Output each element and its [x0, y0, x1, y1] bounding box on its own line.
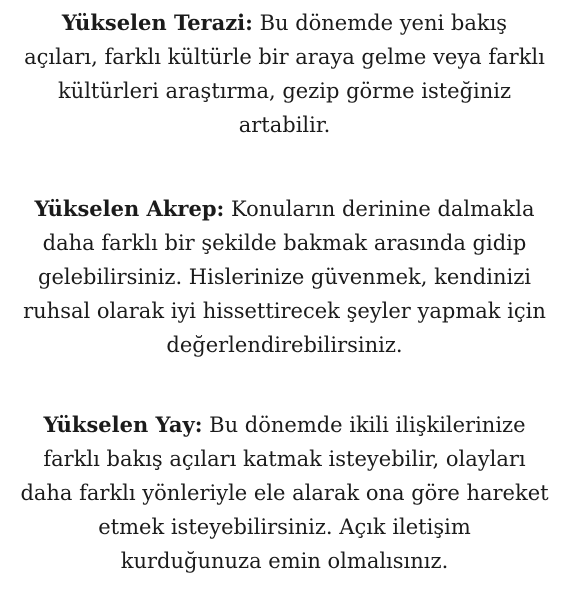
paragraph-heading: Yükselen Terazi:: [61, 10, 253, 35]
paragraph-line: değerlendirebilirsiniz.: [166, 333, 403, 357]
paragraph-line: [6, 6, 563, 40]
paragraph-line: [6, 192, 563, 226]
paragraph-text: Konuların derinine dalmakla: [224, 197, 535, 221]
paragraph-heading: Yükselen Akrep:: [34, 196, 225, 221]
paragraph-line: daha farklı bir şekilde bakmak arasında gidip: [42, 231, 527, 255]
paragraph-yukselen-yay: [6, 408, 563, 578]
paragraph-heading: Yükselen Yay:: [43, 412, 203, 437]
paragraph-line: gelebilirsiniz. Hislerinize güvenmek, kendinizi: [38, 265, 531, 289]
paragraph-line: açıları, farklı kültürle bir araya gelme veya farklı: [24, 45, 545, 69]
paragraph-line: ruhsal olarak iyi hissettirecek şeyler yapmak için: [23, 299, 546, 323]
paragraph-text: Bu dönemde yeni bakış: [252, 11, 508, 35]
paragraph-line: daha farklı yönleriyle ele alarak ona göre hareket: [20, 481, 549, 505]
paragraph-yukselen-akrep: [6, 192, 563, 362]
paragraph-line: farklı bakış açıları katmak isteyebilir, olayları: [43, 447, 526, 471]
paragraph-line: kültürleri araştırma, gezip görme isteğiniz: [57, 79, 512, 103]
paragraph-text: Bu dönemde ikili ilişkilerinize: [202, 413, 526, 437]
paragraph-line: etmek isteyebilirsiniz. Açık iletişim: [98, 515, 471, 539]
paragraph-line: artabilir.: [238, 113, 331, 137]
paragraph-yukselen-terazi: [6, 6, 563, 142]
paragraph-line: [6, 408, 563, 442]
paragraph-line: kurduğunuza emin olmalısınız.: [120, 549, 449, 573]
